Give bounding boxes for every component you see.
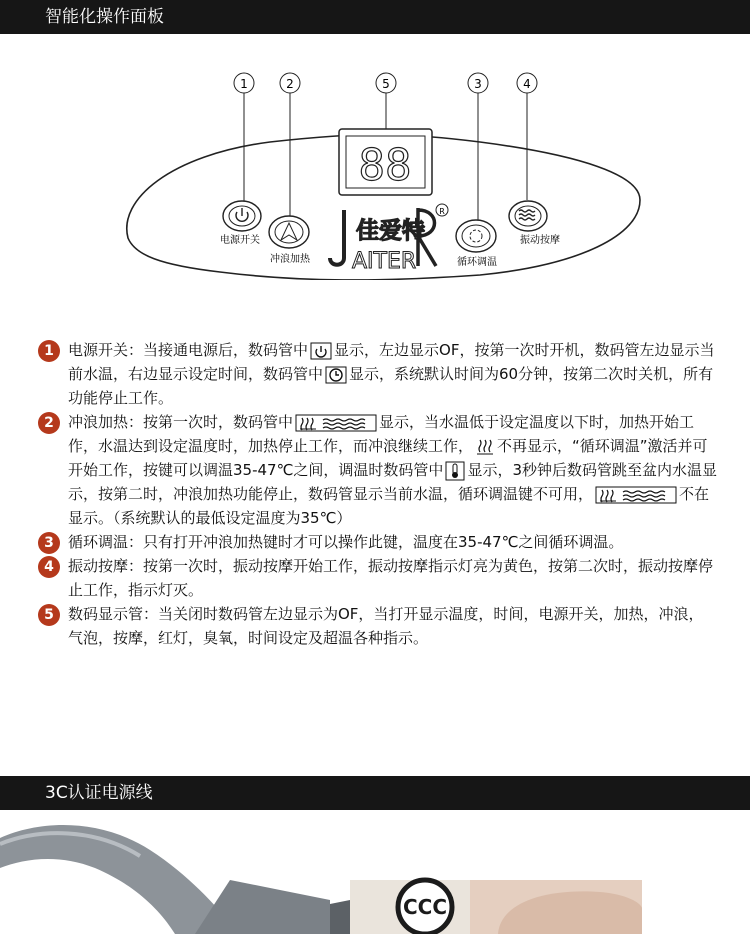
ccc-mark-icon xyxy=(398,880,452,934)
number-badge: 3 xyxy=(38,532,60,554)
item-text: 数码显示管：当关闭时数码管左边显示为OF，当打开显示温度，时间，电源开关，加热，冲浪，气泡，按摩，红灯，臭氧，时间设定及超温各种指示。 xyxy=(68,605,704,647)
control-panel-illustration xyxy=(0,60,750,280)
svg-text:2: 2 xyxy=(286,77,294,91)
item-text: 循环调温：只有打开冲浪加热键时才可以操作此键，温度在35-47℃之间循环调温。 xyxy=(68,533,624,551)
section-header-panel xyxy=(0,0,750,34)
surf-wave-icon xyxy=(595,486,677,504)
item-text: 电源开关：当接通电源后，数码管中 xyxy=(68,341,309,359)
svg-text:88: 88 xyxy=(358,140,412,191)
feature-description-list xyxy=(38,338,718,650)
power-cord-photo xyxy=(0,810,750,934)
cycle-temp-button[interactable] xyxy=(456,220,497,268)
list-item xyxy=(38,554,718,602)
callout-5 xyxy=(376,73,396,130)
svg-text:5: 5 xyxy=(382,77,390,91)
heat-wave-icon xyxy=(295,414,377,432)
power-button[interactable] xyxy=(220,201,261,246)
vibration-label: 振动按摩 xyxy=(520,235,560,246)
power-icon xyxy=(310,342,332,360)
item-text: 不再显示，“循环调温”激活并可开始工作，按键可以调温35-47℃之间，调温时数码管中 xyxy=(68,437,708,479)
section-title: 智能化操作面板 xyxy=(45,7,164,27)
surf-heat-button[interactable] xyxy=(269,216,311,265)
section-title: 3C认证电源线 xyxy=(45,783,153,803)
cert-mark-text: CCC xyxy=(402,895,448,919)
digital-display xyxy=(339,129,432,195)
heat-icon xyxy=(475,438,495,456)
section-header-power-cord xyxy=(0,776,750,810)
number-badge: 4 xyxy=(38,556,60,578)
surf-heat-label: 冲浪加热 xyxy=(270,254,310,265)
svg-text:佳爱特: 佳爱特 xyxy=(356,217,425,244)
item-text: 冲浪加热：按第一次时，数码管中 xyxy=(68,413,294,431)
list-item xyxy=(38,530,718,554)
number-badge: 1 xyxy=(38,340,60,362)
list-item xyxy=(38,410,718,530)
svg-text:AITER: AITER xyxy=(352,249,417,274)
list-item xyxy=(38,338,718,410)
item-text: 不在显示。（系统默认的最低设定温度为35℃） xyxy=(68,485,710,527)
svg-text:1: 1 xyxy=(240,77,248,91)
item-text: 振动按摩：按第一次时，振动按摩开始工作，振动按摩指示灯亮为黄色，按第二次时，振动按摩停止工作，指示灯灭。 xyxy=(68,557,714,599)
list-item xyxy=(38,602,718,650)
item-text: 显示，系统默认时间为60分钟，按第二次时关机，所有功能停止工作。 xyxy=(68,365,714,407)
svg-text:3: 3 xyxy=(474,77,482,91)
cycle-temp-label: 循环调温 xyxy=(457,257,497,268)
clock-icon xyxy=(325,366,347,384)
power-label: 电源开关 xyxy=(220,235,260,246)
number-badge: 2 xyxy=(38,412,60,434)
svg-text:4: 4 xyxy=(523,77,531,91)
item-text: 显示，当水温低于设定温度以下时，加热开始工作，水温达到设定温度时，加热停止工作，而冲浪继续工作， xyxy=(68,413,695,455)
number-badge: 5 xyxy=(38,604,60,626)
item-text: 显示，3秒钟后数码管跳至盆内水温显示，按第二时，冲浪加热功能停止，数码管显示当前水温，循环调温键不可用， xyxy=(68,461,717,503)
registered-mark: R xyxy=(439,207,445,216)
thermometer-icon xyxy=(445,461,465,481)
item-text: 显示，左边显示OF，按第一次时开机，数码管左边显示当前水温，右边显示设定时间，数码管中 xyxy=(68,341,715,383)
